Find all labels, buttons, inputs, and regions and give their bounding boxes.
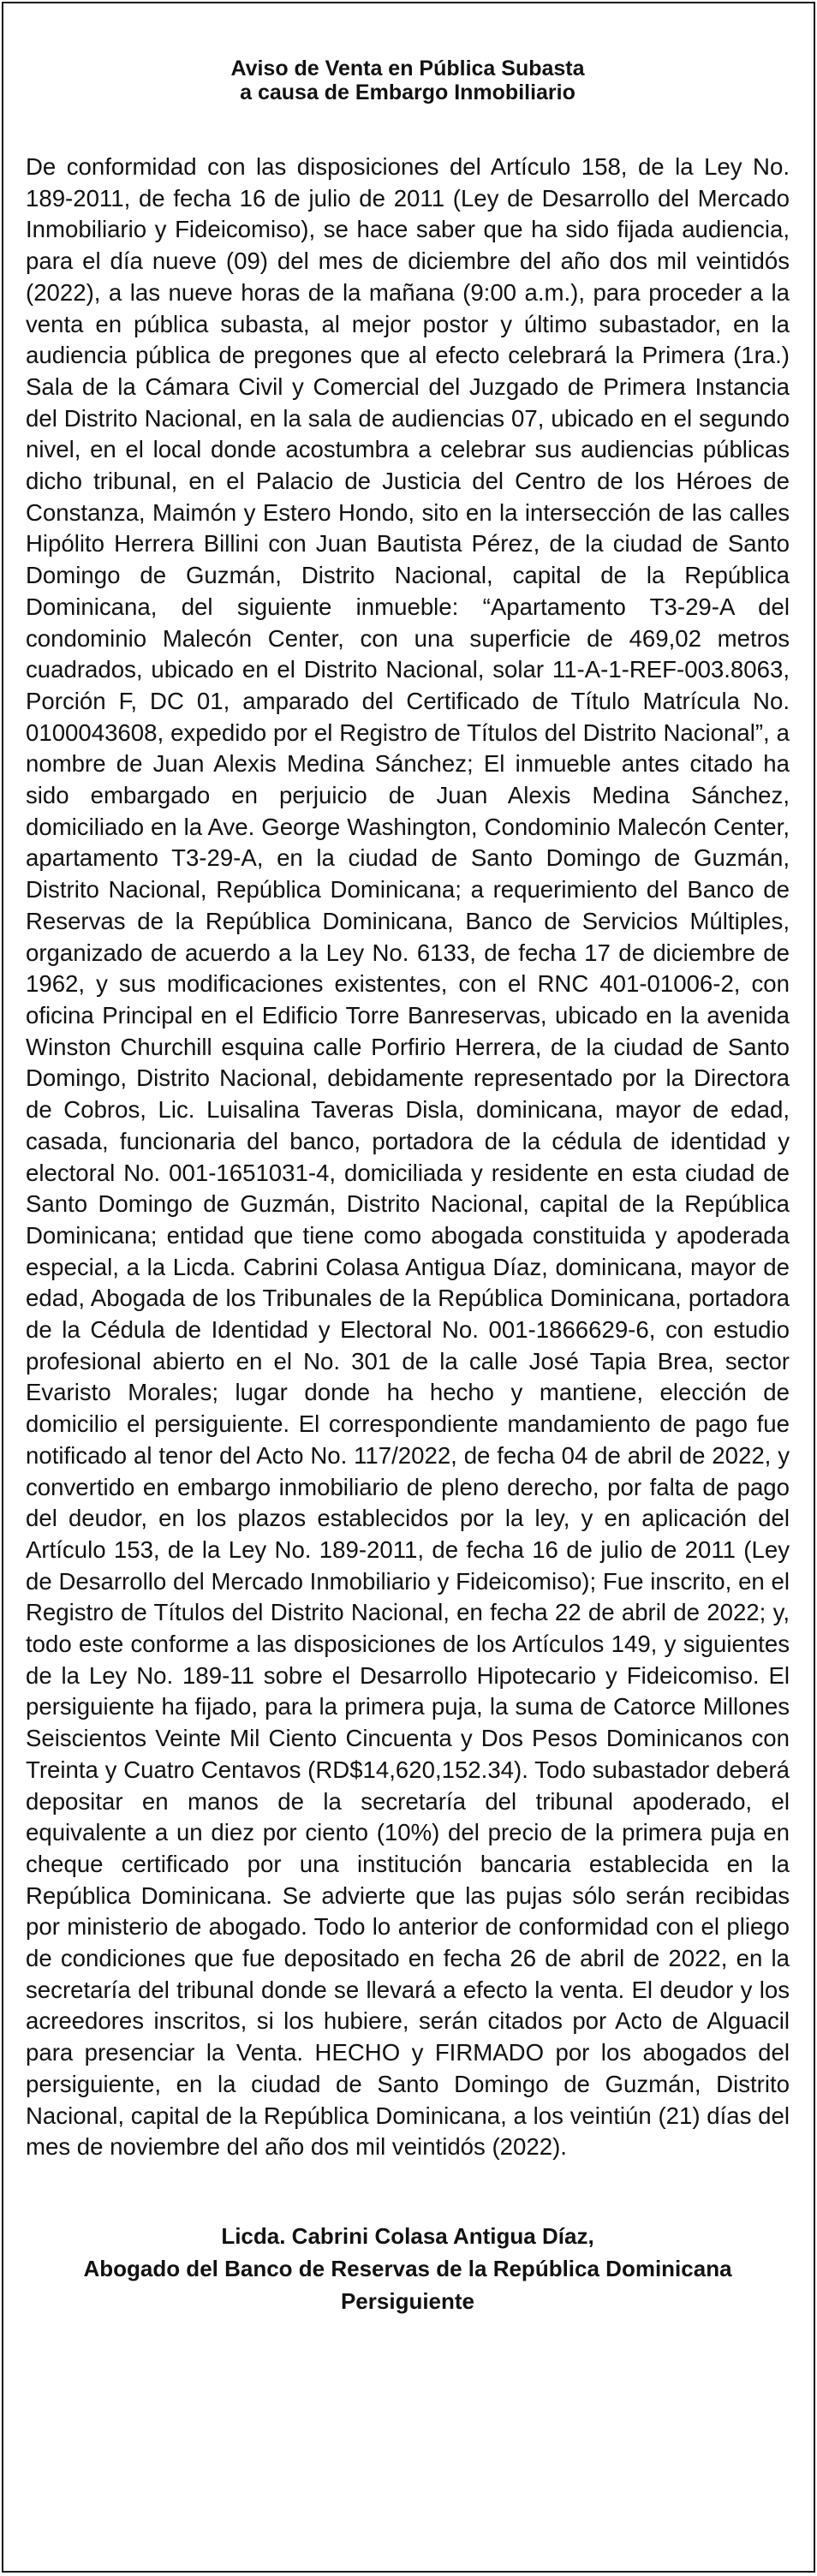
signature-name: Licda. Cabrini Colasa Antigua Díaz,	[221, 2223, 594, 2249]
notice-title	[26, 57, 790, 104]
title-line-2: a causa de Embargo Inmobiliario	[240, 80, 575, 104]
legal-notice	[2, 2, 815, 2573]
notice-body: De conformidad con las disposiciones del Artículo 158, de la Ley No. 189-2011, de fecha 16 de julio de 2011 (Ley de Desarrollo del Mercado Inmobiliario y Fideicomiso), se hace saber que ha sido fijada audiencia, para el día nueve (09) del mes de diciembre del año dos mil veintidós (2022), a las nueve horas de la mañana (9:00 a.m.), para proceder a la venta en pública subasta, al mejor postor y último subastador, en la audiencia pública de pregones que al efecto celebrará la Primera (1ra.) Sala de la Cámara Civil y Comercial del Juzgado de Primera Instancia del Distrito Nacional, en la sala de audiencias 07, ubicado en el segundo nivel, en el local donde acostumbra a celebrar sus audiencias públicas dicho tribunal, en el Palacio de Justicia del Centro de los Héroes de Constanza, Maimón y Estero Hondo, sito en la intersección de las calles Hipólito Herrera Billini con Juan Bautista Pérez, de la ciudad de Santo Domingo de Guzmán, Distrito Nacional, capital de la República Dominicana, del siguiente inmueble: “Apartamento T3-29-A del condominio Malecón Center, con una superficie de 469,02 metros cuadrados, ubicado en el Distrito Nacional, solar 11-A-1-REF-003.8063, Porción F, DC 01, amparado del Certificado de Título Matrícula No. 0100043608, expedido por el Registro de Títulos del Distrito Nacional”, a nombre de Juan Alexis Medina Sánchez; El inmueble antes citado ha sido embargado en perjuicio de Juan Alexis Medina Sánchez, domiciliado en la Ave. George Washington, Condominio Malecón Center, apartamento T3-29-A, en la ciudad de Santo Domingo de Guzmán, Distrito Nacional, República Dominicana; a requerimiento del Banco de Reservas de la República Dominicana, Banco de Servicios Múltiples, organizado de acuerdo a la Ley No. 6133, de fecha 17 de diciembre de 1962, y sus modificaciones existentes, con el RNC 401-01006-2, con oficina Principal en el Edificio Torre Banreservas, ubicado en la avenida Winston Churchill esquina calle Porfirio Herrera, de la ciudad de Santo Domingo, Distrito Nacional, debidamente representado por la Directora de Cobros, Lic. Luisalina Taveras Disla, dominicana, mayor de edad, casada, funcionaria del banco, portadora de la cédula de identidad y electoral No. 001-1651031-4, domiciliada y residente en esta ciudad de Santo Domingo de Guzmán, Distrito Nacional, capital de la República Dominicana; entidad que tiene como abogada constituida y apoderada especial, a la Licda. Cabrini Colasa Antigua Díaz, dominicana, mayor de edad, Abogada de los Tribunales de la República Dominicana, portadora de la Cédula de Identidad y Electoral No. 001-1866629-6, con estudio profesional abierto en el No. 301 de la calle José Tapia Brea, sector Evaristo Morales; lugar donde ha hecho y mantiene, elección de domicilio el persiguiente. El correspondiente mandamiento de pago fue notificado al tenor del Acto No. 117/2022, de fecha 04 de abril de 2022, y convertido en embargo inmobiliario de pleno derecho, por falta de pago del deudor, en los plazos establecidos por la ley, y en aplicación del Artículo 153, de la Ley No. 189-2011, de fecha 16 de julio de 2011 (Ley de Desarrollo del Mercado Inmobiliario y Fideicomiso); Fue inscrito, en el Registro de Títulos del Distrito Nacional, en fecha 22 de abril de 2022; y, todo este conforme a las disposiciones de los Artículos 149, y siguientes de la Ley No. 189-11 sobre el Desarrollo Hipotecario y Fideicomiso. El persiguiente ha fijado, para la primera puja, la suma de Catorce Millones Seiscientos Veinte Mil Ciento Cincuenta y Dos Pesos Dominicanos con Treinta y Cuatro Centavos (RD$14,620,152.34). Todo subastador deberá depositar en manos de la secretaría del tribunal apoderado, el equivalente a un diez por ciento (10%) del precio de la primera puja en cheque certificado por una institución bancaria establecida en la República Dominicana. Se advierte que las pujas sólo serán recibidas por ministerio de abogado. Todo lo anterior de conformidad con el pliego de condiciones que fue depositado en fecha 26 de abril de 2022, en la secretaría del tribunal donde se llevará a efecto la venta. El deudor y los acreedores inscritos, si los hubiere, serán citados por Acto de Alguacil para presenciar la Venta. HECHO y FIRMADO por los abogados del persiguiente, en la ciudad de Santo Domingo de Guzmán, Distrito Nacional, capital de la República Dominicana, a los veintiún (21) días del mes de noviembre del año dos mil veintidós (2022).	[26, 153, 790, 2161]
signature-role: Abogado del Banco de Reservas de la República Dominicana	[83, 2256, 732, 2281]
title-line-1: Aviso de Venta en Pública Subasta	[230, 57, 585, 80]
signature-party: Persiguiente	[340, 2288, 475, 2314]
signature-block	[26, 2220, 790, 2317]
